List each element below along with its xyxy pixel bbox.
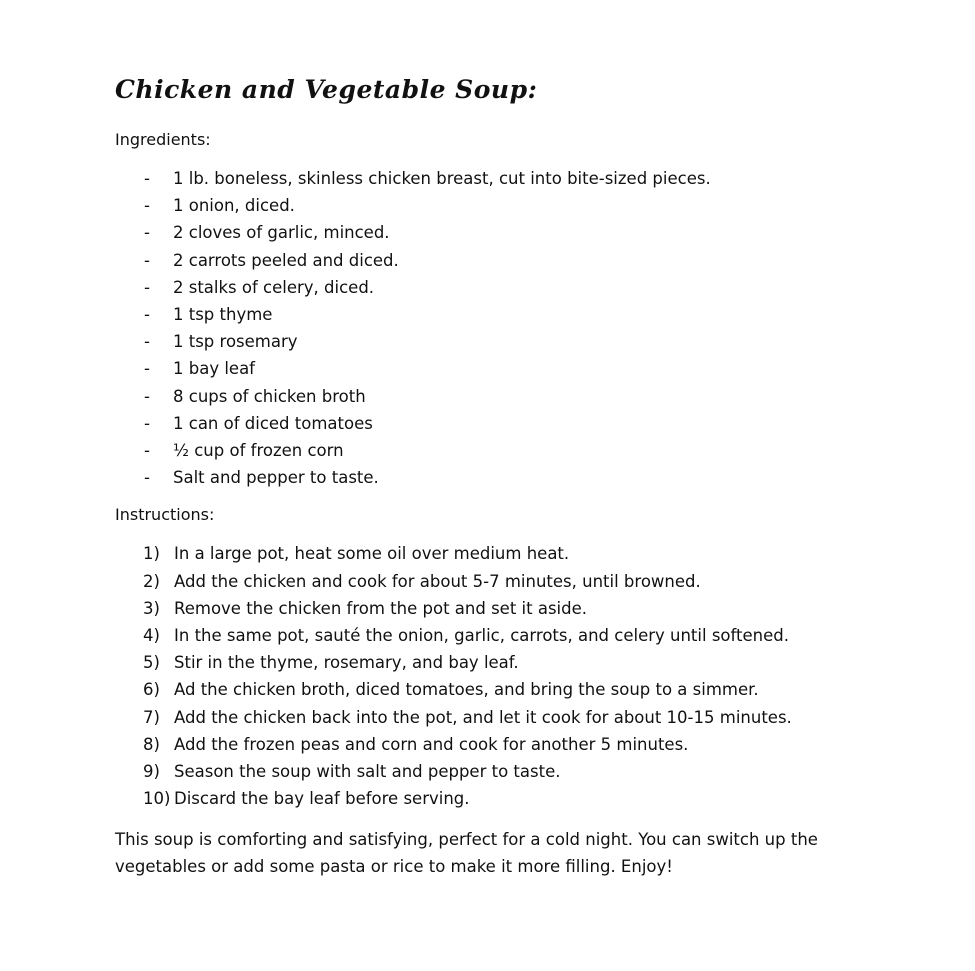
step-number: 1) — [143, 544, 160, 564]
ingredient-item — [115, 165, 875, 192]
ingredient-item — [115, 464, 875, 491]
bullet-dash: - — [144, 386, 150, 406]
ingredient-item — [115, 437, 875, 464]
step-text: Remove the chicken from the pot and set it aside. — [174, 598, 587, 618]
ingredient-item — [115, 192, 875, 219]
step-text: Add the chicken back into the pot, and let it cook for about 10-15 minutes. — [174, 707, 792, 727]
ingredient-text: 1 bay leaf — [173, 359, 255, 379]
bullet-dash: - — [144, 196, 150, 216]
step-number: 10) — [143, 789, 171, 809]
instruction-step — [115, 731, 875, 758]
instruction-step — [115, 704, 875, 731]
step-number: 9) — [143, 762, 160, 782]
ingredient-item — [115, 219, 875, 246]
instructions-list — [115, 540, 875, 812]
ingredient-item — [115, 274, 875, 301]
step-text: In the same pot, sauté the onion, garlic, carrots, and celery until softened. — [174, 626, 789, 646]
instruction-step — [115, 785, 875, 812]
bullet-dash: - — [144, 441, 150, 461]
instruction-step — [115, 676, 875, 703]
ingredient-item — [115, 410, 875, 437]
instruction-step — [115, 568, 875, 595]
step-text: Ad the chicken broth, diced tomatoes, and bring the soup to a simmer. — [174, 680, 759, 700]
ingredient-item — [115, 383, 875, 410]
step-text: In a large pot, heat some oil over medium heat. — [174, 544, 570, 564]
bullet-dash: - — [144, 250, 150, 270]
step-text: Add the frozen peas and corn and cook for another 5 minutes. — [174, 734, 689, 754]
instruction-step — [115, 649, 875, 676]
ingredient-text: 1 onion, diced. — [173, 196, 295, 216]
ingredient-text: 1 tsp rosemary — [173, 332, 298, 352]
recipe-title: Chicken and Vegetable Soup: — [115, 75, 538, 104]
bullet-dash: - — [144, 332, 150, 352]
step-number: 4) — [143, 626, 160, 646]
bullet-dash: - — [144, 277, 150, 297]
instruction-step — [115, 595, 875, 622]
instruction-step — [115, 622, 875, 649]
bullet-dash: - — [144, 223, 150, 243]
step-number: 6) — [143, 680, 160, 700]
ingredient-item — [115, 328, 875, 355]
bullet-dash: - — [144, 468, 150, 488]
bullet-dash: - — [144, 359, 150, 379]
ingredient-text: 2 carrots peeled and diced. — [173, 250, 399, 270]
ingredients-list — [115, 165, 875, 491]
step-text: Season the soup with salt and pepper to taste. — [174, 762, 561, 782]
ingredient-text: ½ cup of frozen corn — [173, 441, 344, 461]
ingredient-text: 2 stalks of celery, diced. — [173, 277, 375, 297]
step-text: Stir in the thyme, rosemary, and bay leaf. — [174, 653, 519, 673]
instruction-step — [115, 758, 875, 785]
ingredient-text: 1 can of diced tomatoes — [173, 413, 373, 433]
ingredient-text: Salt and pepper to taste. — [173, 468, 379, 488]
recipe-document — [115, 70, 875, 880]
ingredient-text: 2 cloves of garlic, minced. — [173, 223, 390, 243]
step-number: 2) — [143, 571, 160, 591]
bullet-dash: - — [144, 169, 150, 188]
ingredient-text: 1 lb. boneless, skinless chicken breast, cut into bite-sized pieces. — [173, 169, 711, 188]
instruction-step — [115, 540, 875, 567]
ingredient-item — [115, 301, 875, 328]
ingredients-heading: Ingredients: — [115, 130, 211, 149]
step-number: 5) — [143, 653, 160, 673]
step-number: 7) — [143, 707, 160, 727]
ingredient-text: 8 cups of chicken broth — [173, 386, 366, 406]
step-number: 8) — [143, 734, 160, 754]
closing-paragraph: This soup is comforting and satisfying, perfect for a cold night. You can switch up the vegetables or add some pasta or rice to make it more filling. Enjoy! — [115, 830, 818, 877]
ingredient-item — [115, 355, 875, 382]
ingredient-text: 1 tsp thyme — [173, 305, 273, 325]
instructions-heading: Instructions: — [115, 505, 215, 525]
step-text: Discard the bay leaf before serving. — [174, 789, 470, 809]
ingredient-item — [115, 247, 875, 274]
bullet-dash: - — [144, 413, 150, 433]
step-number: 3) — [143, 598, 160, 618]
bullet-dash: - — [144, 305, 150, 325]
step-text: Add the chicken and cook for about 5-7 minutes, until browned. — [174, 571, 701, 591]
